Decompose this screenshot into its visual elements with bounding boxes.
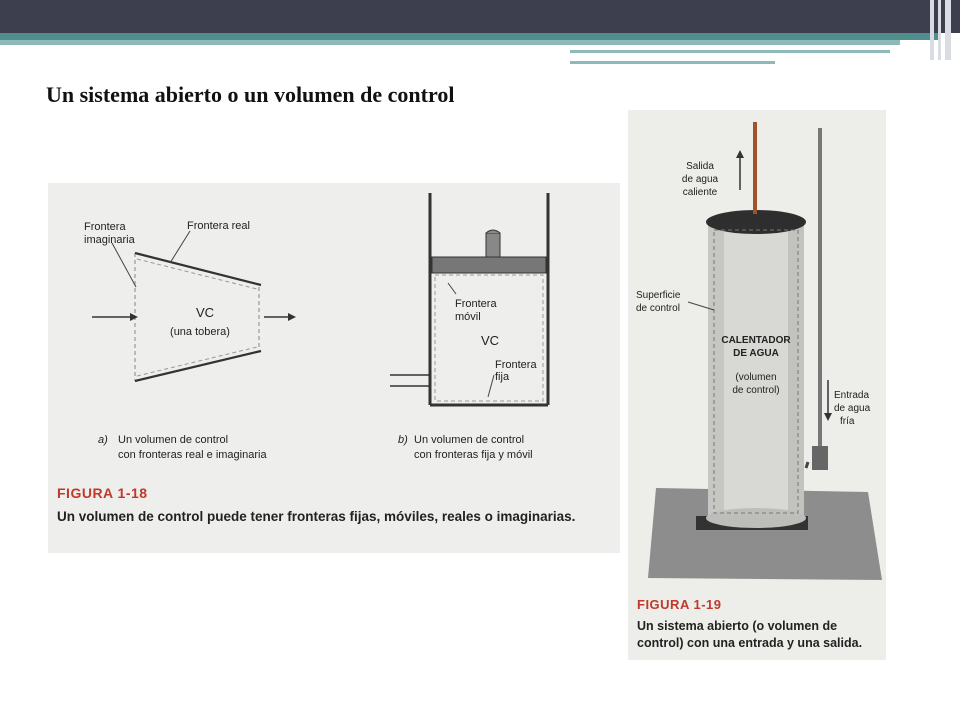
label-frontera-movil-1: Frontera [455,298,497,310]
inlet-valve [812,446,828,470]
valve-drain [806,462,808,468]
label-frontera-fija-1: Frontera [495,359,537,371]
inlet-arrowhead [824,413,832,421]
real-boundary-top [137,259,257,289]
caption-a-prefix: a) [98,434,108,446]
caption-a-line-2: con fronteras real e imaginaria [118,449,267,461]
label-calentador-2: DE AGUA [733,348,779,359]
figure-1-18 [48,183,620,553]
leader-moving [448,283,456,294]
caption-b-prefix: b) [398,434,408,446]
figure-1-18-label: FIGURA 1-18 [57,485,148,501]
leader-fixed [488,375,494,397]
piston-rod-cap [486,230,500,233]
label-superficie-1: Superficie [636,290,681,301]
slide-edge-stripe [938,0,941,60]
label-frontera-movil-2: móvil [455,311,481,323]
outlet-arrowhead [736,150,744,158]
label-entrada-2: de agua [834,403,871,414]
label-frontera-fija-2: fija [495,371,510,383]
label-frontera-real: Frontera real [187,220,250,232]
label-entrada-1: Entrada [834,390,870,401]
label-vc-a: VC [195,305,215,320]
label-volumen-2: de control) [732,385,780,396]
label-calentador-1: CALENTADOR [721,335,791,346]
caption-a-line-1: Un volumen de control [118,434,229,446]
water-heater-photo [628,110,886,660]
label-volumen-1: (volumen [735,372,777,383]
tank-shading-left [708,222,724,520]
slide-edge-stripe [945,0,951,60]
nozzle-wall-top [135,253,261,285]
label-frontera-imaginaria-1: Frontera [84,221,126,233]
slide-accent-line-short [570,61,775,64]
inlet-arrowhead [130,313,138,321]
label-salida-1: Salida [686,161,714,172]
piston-cylinder-diagram [390,193,548,405]
figure-1-19 [628,110,886,660]
figure-1-19-label: FIGURA 1-19 [637,597,722,612]
caption-b-line-1: Un volumen de control [414,434,525,446]
tank-shading-right [788,222,804,520]
piston-rod [486,233,500,257]
nozzle-wall-bottom [135,351,261,381]
slide-edge-stripe [930,0,934,60]
label-salida-2: de agua [681,174,719,185]
caption-b-line-2: con fronteras fija y móvil [414,449,533,461]
label-superficie-2: de control [636,303,680,314]
nozzle-diagram [84,220,296,381]
label-vc-b: VC [481,333,500,348]
real-boundary-bottom [137,347,257,376]
leader-imaginary [112,243,136,287]
label-salida-3: caliente [682,187,718,198]
slide-title: Un sistema abierto o un volumen de control [46,82,455,107]
figure-1-18-caption: Un volumen de control puede tener fronteras fijas, móviles, reales o imaginarias. [57,509,576,524]
label-una-tobera: (una tobera) [170,326,230,338]
slide-accent-stripe [0,33,940,40]
tank-bottom [706,508,806,528]
figure-1-19-caption: Un sistema abierto (o volumen de control) con una entrada y una salida. [637,619,863,650]
label-entrada-3: fría [840,416,855,427]
label-frontera-imaginaria-2: imaginaria [84,234,135,246]
slide-accent-stripe-light [0,40,900,45]
slide-top-bar [0,0,960,33]
slide-accent-line [570,50,890,53]
outlet-arrowhead [288,313,296,321]
leader-real [170,231,190,263]
piston [432,257,546,273]
